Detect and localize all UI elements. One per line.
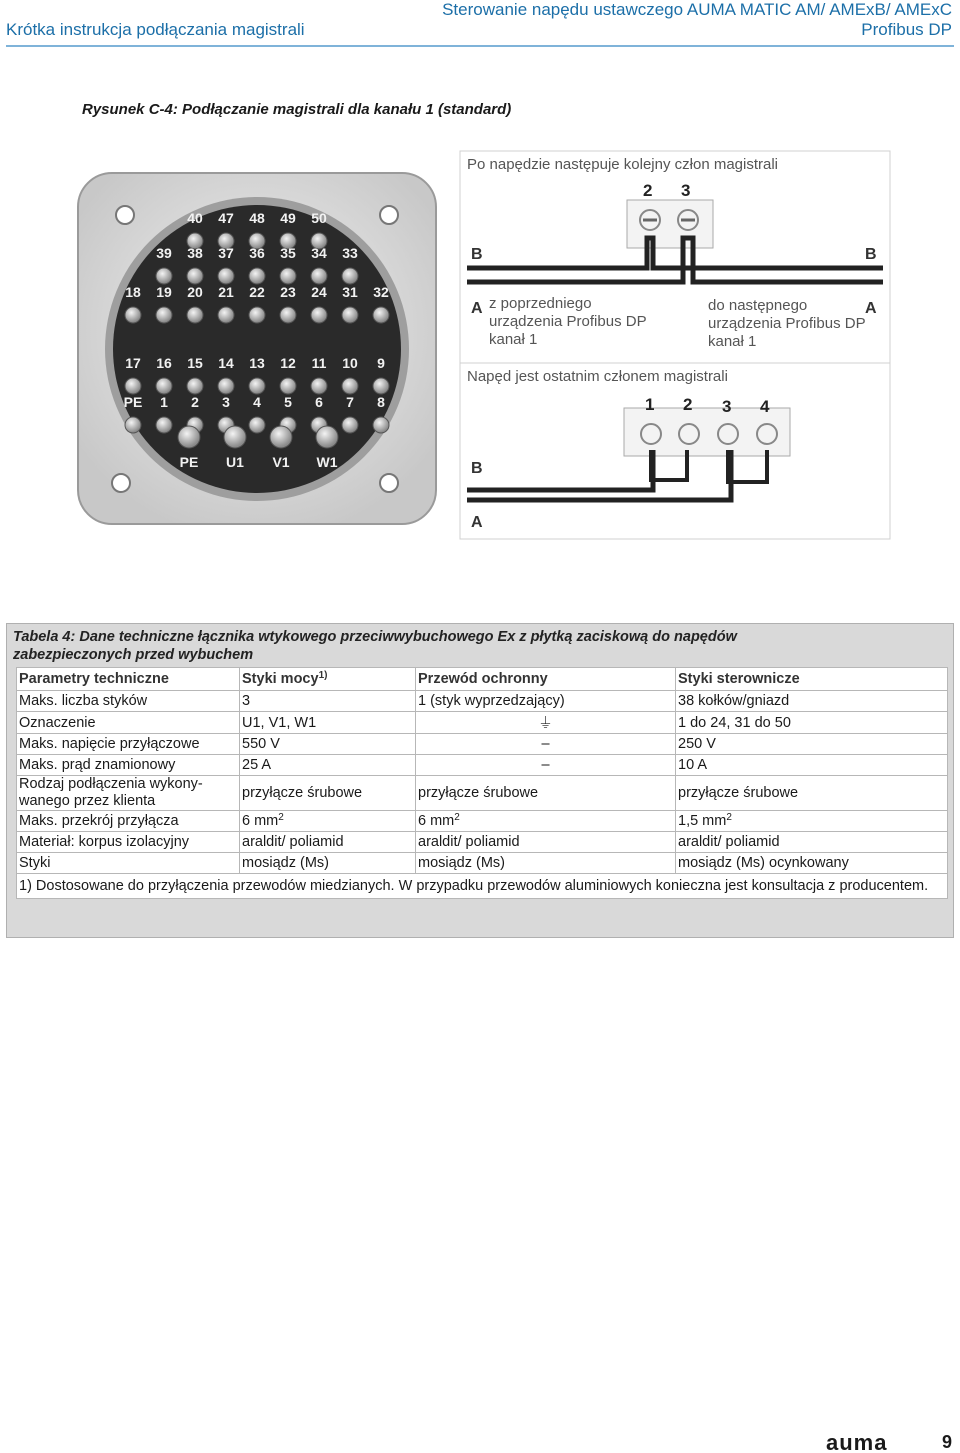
table-cell: Oznaczenie [17, 712, 240, 734]
header-cell: Parametry techniczne [17, 668, 240, 691]
terminal-screw [249, 268, 265, 284]
header-power-contacts: Styki mocy [242, 671, 319, 687]
table-cell: mosiądz (Ms) [240, 853, 416, 874]
terminal-screw [125, 417, 141, 433]
bottom-label-A: A [471, 514, 483, 531]
terminal-screw [311, 307, 327, 323]
table-footnote-row [17, 874, 948, 899]
header-cell [240, 668, 416, 691]
table-cell: 1 do 24, 31 do 50 [676, 712, 948, 734]
terminal-label-48: 48 [249, 210, 265, 226]
terminal-label-19: 19 [156, 284, 172, 300]
terminal-screw [249, 307, 265, 323]
table-cell: mosiądz (Ms) [416, 853, 676, 874]
terminal-screw [218, 307, 234, 323]
table-cell: przyłącze śrubowe [676, 776, 948, 811]
terminal-screw [156, 417, 172, 433]
top-label-B-right: B [865, 246, 877, 263]
header-right-line2: Profibus DP [861, 20, 952, 39]
table-cell: Styki [17, 853, 240, 874]
to-line2: urządzenia Profibus DP [708, 315, 866, 332]
terminal-screw [249, 378, 265, 394]
table-row [17, 712, 948, 734]
terminal-screw [125, 307, 141, 323]
technical-data-table [16, 667, 948, 899]
table-cell: 3 [240, 691, 416, 712]
terminal-label-20: 20 [187, 284, 203, 300]
table-row [17, 734, 948, 755]
table-cell: araldit/ poliamid [416, 832, 676, 853]
footnote-marker: 1) [318, 670, 328, 681]
terminal-screw [373, 378, 389, 394]
table-caption-line2: zabezpieczonych przed wybuchem [13, 647, 254, 663]
ground-symbol-icon: ⏚ [416, 712, 676, 734]
table-cell: Maks. prąd znamionowy [17, 755, 240, 776]
table-cell: – [416, 755, 676, 776]
table-cell: araldit/ poliamid [240, 832, 416, 853]
terminal-label-4: 4 [253, 394, 261, 410]
header-cell: Styki sterownicze [676, 668, 948, 691]
table-cell: Maks. napięcie przyłączowe [17, 734, 240, 755]
bottom-title: Napęd jest ostatnim członem magistrali [467, 368, 728, 385]
terminal-label-32: 32 [373, 284, 389, 300]
terminal-plate-image [76, 171, 438, 526]
terminal-screw [224, 426, 246, 448]
table-cell: 10 A [676, 755, 948, 776]
page-number: 9 [941, 1432, 952, 1452]
header-left-title: Krótka instrukcja podłączania magistrali [6, 20, 305, 39]
bottom-terminal-4: 4 [760, 397, 770, 416]
terminal-label-7: 7 [346, 394, 354, 410]
terminal-screw [187, 268, 203, 284]
terminal-label-6: 6 [315, 394, 323, 410]
table-cell: – [416, 734, 676, 755]
terminal-label-31: 31 [342, 284, 358, 300]
cell-value: 1,5 mm [678, 813, 727, 829]
technical-data-table-box [6, 623, 954, 938]
to-line1: do następnego [708, 297, 808, 314]
table-row [17, 755, 948, 776]
cell-value: 6 mm [418, 813, 455, 829]
auma-logo [826, 1432, 914, 1452]
bottom-label-B: B [471, 460, 483, 477]
terminal-label-pe: PE [123, 394, 143, 410]
header-divider [6, 45, 954, 47]
from-line3: kanał 1 [489, 331, 538, 348]
table-cell [416, 811, 676, 832]
terminal-label-47: 47 [218, 210, 234, 226]
terminal-screw [178, 426, 200, 448]
bottom-terminal-2: 2 [683, 395, 693, 414]
superscript: 2 [278, 812, 284, 823]
terminal-label-2: 2 [191, 394, 199, 410]
table-row [17, 776, 948, 811]
terminal-label-35: 35 [280, 245, 296, 261]
terminal-screw [156, 268, 172, 284]
top-title: Po napędzie następuje kolejny człon magistrali [467, 156, 779, 173]
table-row [17, 853, 948, 874]
table-cell: 25 A [240, 755, 416, 776]
table-cell: przyłącze śrubowe [240, 776, 416, 811]
terminal-label-34: 34 [311, 245, 327, 261]
table-caption [13, 628, 943, 664]
terminal-screw [187, 378, 203, 394]
table-cell: 1 (styk wyprzedzający) [416, 691, 676, 712]
terminal-label-18: 18 [125, 284, 141, 300]
terminal-screw [249, 417, 265, 433]
cell-value: 6 mm [242, 813, 279, 829]
table-cell: Materiał: korpus izolacyjny [17, 832, 240, 853]
bus-wiring-diagram [459, 150, 891, 540]
terminal-label-38: 38 [187, 245, 203, 261]
cell-line: wanego przez klienta [19, 793, 156, 809]
table-cell: mosiądz (Ms) ocynkowany [676, 853, 948, 874]
table-cell: przyłącze śrubowe [416, 776, 676, 811]
terminal-label-12: 12 [280, 355, 296, 371]
terminal-label-37: 37 [218, 245, 234, 261]
header-right-title [442, 0, 952, 40]
terminal-label-24: 24 [311, 284, 327, 300]
table-row [17, 832, 948, 853]
terminal-screw [373, 417, 389, 433]
top-label-A-left: A [471, 300, 483, 317]
terminal-screw [342, 417, 358, 433]
table-caption-line1: Tabela 4: Dane techniczne łącznika wtykowego przeciwwybuchowego Ex z płytką zaciskową do napędów [13, 629, 737, 645]
svg-text:auma: auma [826, 1432, 888, 1452]
table-cell: U1, V1, W1 [240, 712, 416, 734]
terminal-label-u1: U1 [226, 454, 244, 470]
terminal-label-pe: PE [179, 454, 199, 470]
terminal-label-14: 14 [218, 355, 234, 371]
table-cell: 38 kołków/gniazd [676, 691, 948, 712]
terminal-screw [342, 378, 358, 394]
terminal-label-v1: V1 [272, 454, 290, 470]
terminal-label-22: 22 [249, 284, 265, 300]
terminal-label-8: 8 [377, 394, 385, 410]
from-line1: z poprzedniego [489, 295, 592, 312]
terminal-label-21: 21 [218, 284, 234, 300]
terminal-label-17: 17 [125, 355, 141, 371]
terminal-label-40: 40 [187, 210, 203, 226]
terminal-label-16: 16 [156, 355, 172, 371]
terminal-screw [218, 268, 234, 284]
terminal-screw [156, 378, 172, 394]
terminal-screw [342, 268, 358, 284]
table-cell [240, 811, 416, 832]
top-terminal-3: 3 [681, 181, 691, 200]
bottom-terminal-1: 1 [645, 395, 655, 414]
terminal-screw [156, 307, 172, 323]
top-terminal-2: 2 [643, 181, 653, 200]
table-cell: 250 V [676, 734, 948, 755]
terminal-label-50: 50 [311, 210, 327, 226]
terminal-screw [280, 307, 296, 323]
top-label-B-left: B [471, 246, 483, 263]
header-cell: Przewód ochronny [416, 668, 676, 691]
table-footnote: 1) Dostosowane do przyłączenia przewodów miedzianych. W przypadku przewodów aluminiowych konieczna jest konsultacja z producentem. [17, 874, 948, 899]
terminal-screw [316, 426, 338, 448]
terminal-screw [280, 268, 296, 284]
terminal-label-11: 11 [311, 355, 327, 371]
from-device-text [489, 295, 647, 349]
terminal-label-33: 33 [342, 245, 358, 261]
table-cell [17, 776, 240, 811]
terminal-label-5: 5 [284, 394, 292, 410]
terminal-label-15: 15 [187, 355, 203, 371]
figure-caption: Rysunek C-4: Podłączanie magistrali dla kanału 1 (standard) [82, 101, 512, 118]
terminal-label-3: 3 [222, 394, 230, 410]
cell-line: Rodzaj podłączenia wykony- [19, 776, 203, 792]
terminal-screw [125, 378, 141, 394]
table-cell: Maks. liczba styków [17, 691, 240, 712]
terminal-label-23: 23 [280, 284, 296, 300]
table-row [17, 691, 948, 712]
terminal-screw [373, 307, 389, 323]
from-line2: urządzenia Profibus DP [489, 313, 647, 330]
table-row [17, 811, 948, 832]
terminal-label-1: 1 [160, 394, 168, 410]
terminal-screw [270, 426, 292, 448]
terminal-screw [311, 268, 327, 284]
to-device-text [708, 297, 866, 351]
terminal-screw [342, 307, 358, 323]
terminal-label-9: 9 [377, 355, 385, 371]
header-right-line1: Sterowanie napędu ustawczego AUMA MATIC AM/ AMExB/ AMExC [442, 0, 952, 19]
superscript: 2 [726, 812, 732, 823]
table-header-row [17, 668, 948, 691]
terminal-label-36: 36 [249, 245, 265, 261]
top-label-A-right: A [865, 300, 877, 317]
table-cell [676, 811, 948, 832]
terminal-screw [311, 378, 327, 394]
table-cell: araldit/ poliamid [676, 832, 948, 853]
terminal-label-w1: W1 [316, 454, 338, 470]
to-line3: kanał 1 [708, 333, 757, 350]
terminal-label-13: 13 [249, 355, 265, 371]
terminal-screw [280, 378, 296, 394]
terminal-screw [187, 307, 203, 323]
terminal-label-39: 39 [156, 245, 172, 261]
terminal-label-10: 10 [342, 355, 358, 371]
terminal-screw [218, 378, 234, 394]
terminal-label-49: 49 [280, 210, 296, 226]
table-cell: Maks. przekrój przyłącza [17, 811, 240, 832]
bottom-terminal-3: 3 [722, 397, 732, 416]
superscript: 2 [454, 812, 460, 823]
table-cell: 550 V [240, 734, 416, 755]
